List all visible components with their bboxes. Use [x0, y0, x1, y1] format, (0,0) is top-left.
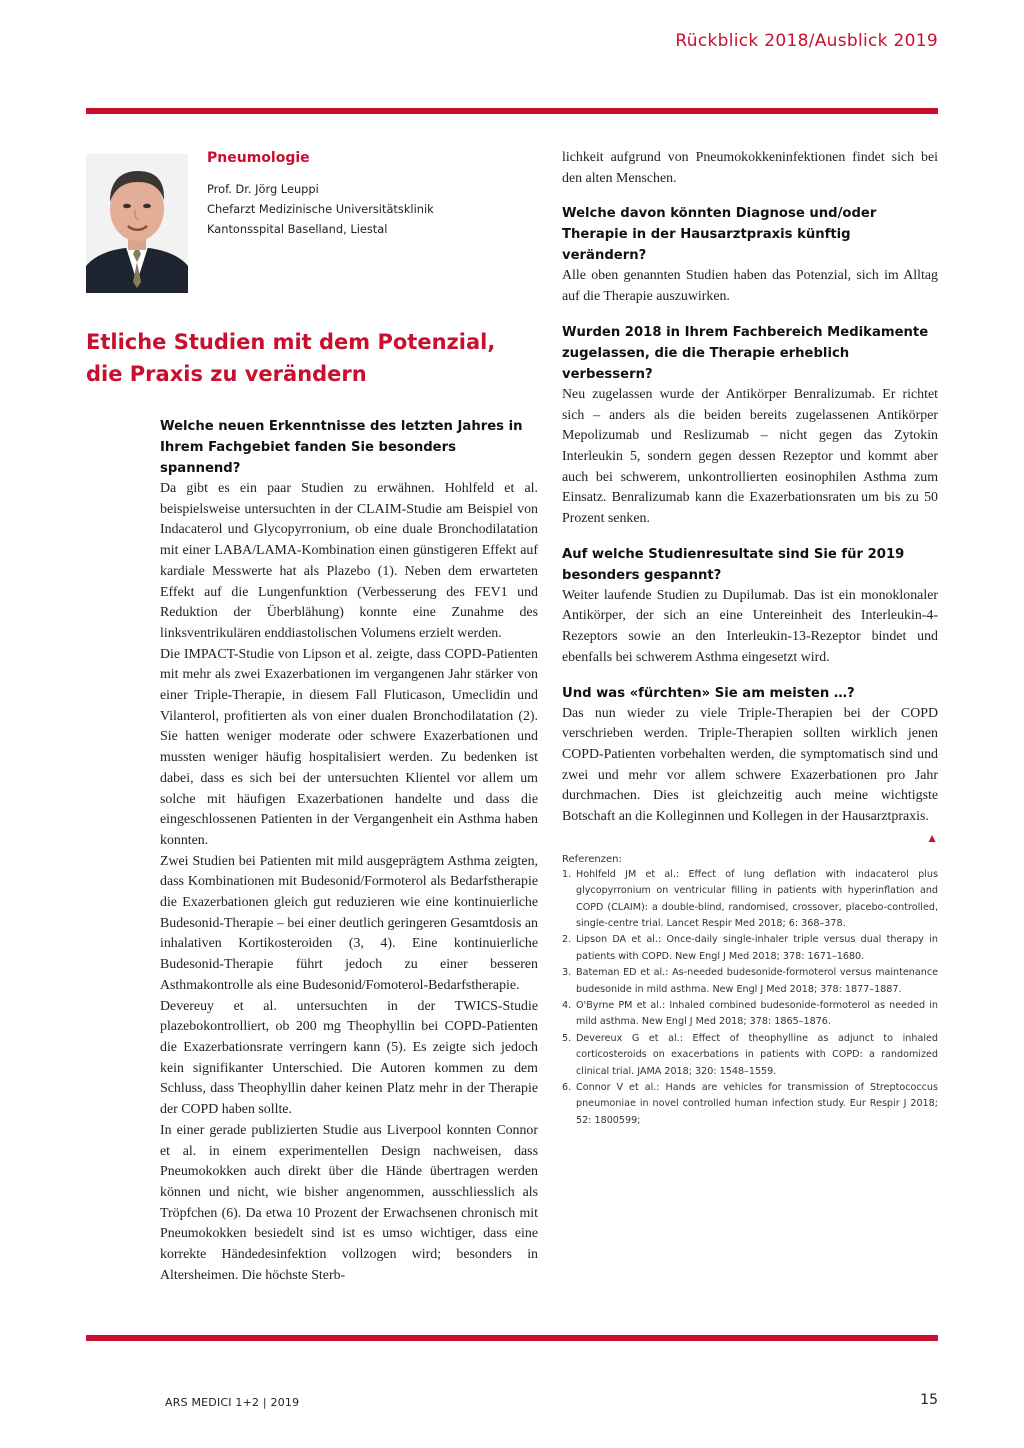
references-title: Referenzen:	[562, 853, 622, 865]
reference-number: 3.	[562, 967, 572, 979]
reference-text: Devereux G et al.: Effect of theophylline as adjunct to inhaled corticosteroids on exacerbations in patients with COPD: a randomized clinical trial. JAMA 2018; 320: 1548–1559.	[576, 1032, 938, 1077]
spacer	[562, 189, 938, 203]
page-number: 15	[920, 1392, 938, 1408]
body-paragraph: Alle oben genannten Studien haben das Potenzial, sich im Alltag auf die Therapie auszuwirken.	[562, 268, 938, 305]
running-head: Rückblick 2018/Ausblick 2019	[675, 31, 938, 51]
right-column-body	[562, 148, 938, 845]
left-column	[160, 416, 538, 1286]
reference-text: O'Byrne PM et al.: Inhaled combined budesonide-formoterol as needed in mild asthma. New Engl J Med 2018; 378: 1865–1876.	[576, 1000, 938, 1028]
reference-item	[562, 1080, 938, 1129]
end-marker-icon: ▲	[926, 830, 938, 845]
reference-number: 2.	[562, 934, 572, 946]
author-position: Chefarzt Medizinische Universitätsklinik	[207, 202, 434, 216]
reference-item	[562, 998, 938, 1031]
references-list	[562, 867, 938, 1130]
body-paragraph: In einer gerade publizierten Studie aus Liverpool konnten Connor et al. in einem experimentellen Design nachweisen, dass Pneumokokken auch direkt über die Hände übertragen werden können und nicht, wie bisher angenommen, ausschliesslich als Tröpfchen (6). Da etwa 10 Prozent der Erwachsenen chronisch mit Pneumokokken besiedelt sind ist es umso wichtiger, dass eine korrekte Händedesinfektion vollzogen wird; besonders in Altersheimen. Die höchste Sterb-	[160, 1122, 538, 1283]
reference-text: Hohlfeld JM et al.: Effect of lung deflation with indacaterol plus glycopyrronium on ventricular filling in patients with hyperinflation and COPD (CLAIM): a double-blind, randomised, crossover, placebo-controlled, single-centre trial. Lancet Respir Med 2018; 6: 368–378.	[576, 868, 938, 929]
right-column	[562, 148, 938, 1129]
body-paragraph: lichkeit aufgrund von Pneumokokkeninfektionen findet sich bei den alten Menschen.	[562, 150, 938, 186]
question-heading: Auf welche Studienresultate sind Sie für 2019 besonders gespannt?	[562, 546, 905, 583]
spacer	[562, 530, 938, 544]
reference-item	[562, 867, 938, 933]
body-paragraph: Weiter laufende Studien zu Dupilumab. Das ist ein monoklonaler Antikörper, der sich an eine Untereinheit des Interleukin-4-Rezeptors sowie an den Interleukin-13-Rezeptor bindet und ebenfalls bei schwerem Asthma eingesetzt wird.	[562, 587, 938, 665]
spacer	[562, 308, 938, 322]
body-paragraph: Devereuy et al. untersuchten in der TWICS-Studie plazebokontrolliert, ob 200 mg Theophyllin bei COPD-Patienten die Exazerbationsrate verringern kann (5). Es zeigte sich jedoch kein signifikanter Unterschied. Die Autoren kommen zu dem Schluss, dass Theophyllin daher keinen Platz mehr in der Therapie der COPD haben sollte.	[160, 998, 538, 1118]
reference-number: 5.	[562, 1032, 572, 1044]
footer-journal: ARS MEDICI 1+2 | 2019	[165, 1396, 300, 1409]
body-paragraph: Zwei Studien bei Patienten mit mild ausgeprägtem Asthma zeigten, dass Kombinationen mit Budesonid/Formoterol als Bedarfstherapie die Exazerbationen gleich gut reduzieren wie eine kontinuierliche Budesonid-Therapie – bei einer deutlich geringeren Gesamtdosis an inhalativen Kortikosteroiden (3, 4). Eine kontinuierliche Budesonid-Therapie führt jedoch zu einer besseren Asthmakontrolle als eine Budesonid/Fomoterol-Bedarfstherapie.	[160, 853, 538, 993]
question-heading: Welche davon könnten Diagnose und/oder Therapie in der Hausarztpraxis künftig verändern?	[562, 206, 877, 264]
body-paragraph: Da gibt es ein paar Studien zu erwähnen. Hohlfeld et al. beispielsweise untersuchten in der CLAIM-Studie am Beispiel von Indacaterol und Glycopyrronium, ob eine duale Bronchodilatation mit einer LABA/LAMA-Kombination einen günstigeren Effekt auf kardiale Messwerte hat als Plazebo (1). Neben dem erwarteten Effekt auf die Lungenfunktion (Verbesserung des FEV1 und Reduktion der Überblähung) konnte eine Zunahme des linksventrikulären enddiastolischen Volumens erzielt werden.	[160, 481, 538, 641]
author-block	[207, 150, 537, 239]
section-label: Pneumologie	[207, 150, 310, 166]
reference-number: 6.	[562, 1082, 572, 1094]
top-rule	[86, 108, 938, 114]
reference-text: Lipson DA et al.: Once-daily single-inhaler triple versus dual therapy in patients with COPD. New Engl J Med 2018; 378: 1671–1680.	[576, 934, 938, 962]
reference-number: 1.	[562, 868, 572, 880]
reference-text: Connor V et al.: Hands are vehicles for transmission of Streptococcus pneumoniae in novel controlled human infection study. Eur Respir J 2018; 52: 1800599;	[576, 1082, 938, 1126]
reference-number: 4.	[562, 1000, 572, 1012]
author-institution: Kantonsspital Baselland, Liestal	[207, 222, 388, 236]
bottom-rule	[86, 1335, 938, 1341]
reference-item	[562, 1031, 938, 1080]
body-paragraph: Neu zugelassen wurde der Antikörper Benralizumab. Er richtet sich – anders als die beiden bereits zugelassenen Antikörper Mepolizumab und Reslizumab – nicht gegen das Zytokin Interleukin 5, sondern gegen dessen Rezeptor und kommt aber auch bei schwerem, unkontrollierten eosinophilen Asthma zum Einsatz. Benralizumab kann die Exazerbationsraten um bis zu 50 Prozent senken.	[562, 386, 938, 527]
spacer	[562, 669, 938, 683]
reference-item	[562, 965, 938, 998]
question-heading: Welche neuen Erkenntnisse des letzten Jahres in Ihrem Fachgebiet fanden Sie besonders spannend?	[160, 419, 523, 476]
article-headline	[86, 326, 526, 390]
reference-text: Bateman ED et al.: As-needed budesonide-formoterol versus maintenance budesonide in mild asthma. New Engl J Med 2018; 378: 1877–1887.	[576, 967, 938, 995]
reference-item	[562, 932, 938, 965]
headline-line: die Praxis zu verändern	[86, 362, 367, 386]
headline-line: Etliche Studien mit dem Potenzial,	[86, 330, 496, 354]
author-name: Prof. Dr. Jörg Leuppi	[207, 182, 319, 196]
author-photo	[86, 154, 188, 293]
question-heading: Und was «fürchten» Sie am meisten …?	[562, 685, 855, 701]
question-heading: Wurden 2018 in Ihrem Fachbereich Medikamente zugelassen, die die Therapie erheblich verbessern?	[562, 324, 929, 382]
body-paragraph: Die IMPACT-Studie von Lipson et al. zeigte, dass COPD-Patienten mit mehr als zwei Exazerbationen im vergangenen Jahr stärker von einer Triple-Therapie, in diesem Fall Fluticason, Umeclidin und Vilanterol, profitierten als von einer dualen Bronchodilatation (2). Sie hatten weniger moderate oder schwere Exazerbationen und mussten weniger häufig hospitalisiert werden. Zu bedenken ist dabei, dass es sich bei der untersuchten Klientel vor allem um solche mit häufigen Exazerbationen handelte und dass die eingeschlossenen Patienten in der Vergangenheit ein Asthma haben konnten.	[160, 646, 538, 848]
references	[562, 854, 938, 1130]
body-paragraph: Das nun wieder zu viele Triple-Therapien bei der COPD verschrieben werden. Triple-Therapien sollten wirklich jenen COPD-Patienten vorbehalten werden, die symptomatisch sind und zwei und mehr vor allem schwere Exazerbationen pro Jahr durchmachen. Dies ist gleichzeitig auch meine wichtigste Botschaft an die Kolleginnen und Kollegen in der Hausarztpraxis. ▲	[562, 704, 938, 828]
